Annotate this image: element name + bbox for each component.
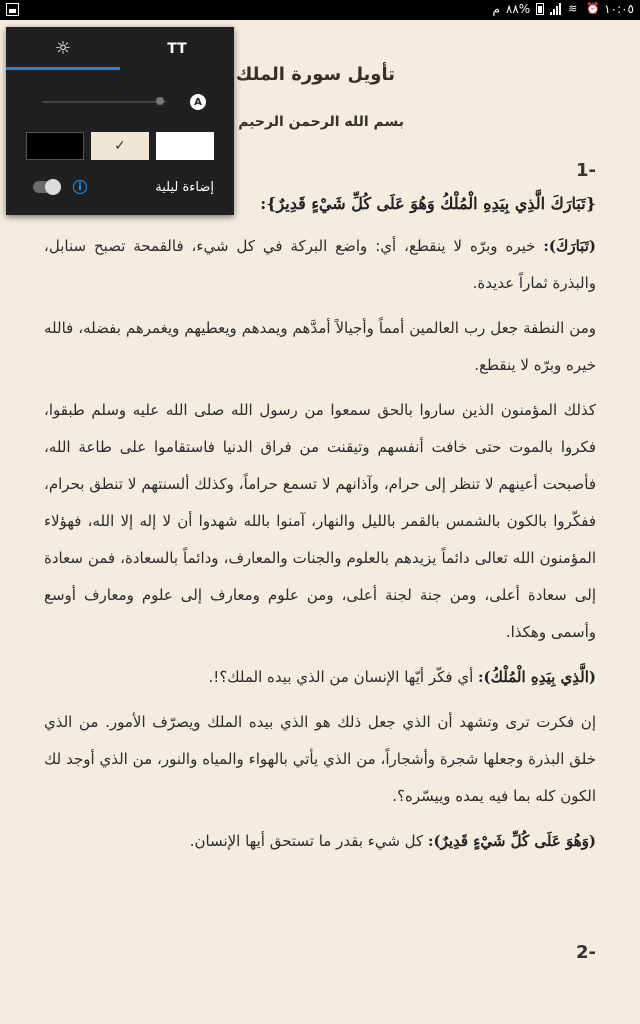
brightness-slider-row [6,87,234,117]
auto-brightness-icon[interactable]: A [190,94,206,110]
paragraph-text: كذلك المؤمنون الذين ساروا بالحق سمعوا من رسول الله صلى الله عليه وسلم طبقوا، فكروا بالموت حتى خافت أنفسهم وتيقنت من فراق الدنيا فاستقاموا على طاعة الله، فأصبحت أعينهم لا تنظر إلى حرام، وآذانهم لا تسمع حراماً، وكذلك ألسنتهم لا تنطق بحرام، ففكّروا بالكون بالشمس بالقمر بالليل والنهار، آمنوا بالله شهدوا أن لا إله إلا الله، فهؤلاء المؤمنون الله تعالى دائماً يزيدهم بالعلوم والجنات والمعارف، ودائماً بالسعادة، فمن سعادة إلى سعادة أعلى، ومن جنة لجنة أعلى، ومن علوم ومعارف إلى علوم ومعارف أوسع وأسمى وهكذا. [44,401,596,641]
alarm-icon: ⏰ [586,2,600,15]
theme-swatches [26,132,216,162]
clock: ١٠:٠٥ [604,2,634,16]
wifi-icon: ≋ [568,2,578,15]
signal-icon [550,3,562,15]
display-settings-panel [6,27,234,215]
paragraph-text: إن فكرت ترى وتشهد أن الذي جعل ذلك هو الذي بيده الملك ويصرّف الأمور. من الذي خلق البذرة وجعلها شجرة وأشجاراً، من الذي يأتي بالهواء والمياه والنور، من الذي أوجد لك الكون كله بما فيه يمده وييسّره؟. [44,713,596,805]
brightness-slider[interactable] [42,101,166,103]
paragraph [44,392,596,651]
battery-icon [536,3,544,15]
verse-heading: {تَبَارَكَ الَّذِي بِيَدِهِ الْمُلْكُ وَهُوَ عَلَى كُلِّ شَيْءٍ قَدِيرٌ}: [260,194,596,213]
gear-icon: ☼ [54,38,72,59]
tab-font-size[interactable] [120,27,234,70]
paragraph [44,823,596,860]
paragraph [44,704,596,815]
basmala: بسم الله الرحمن الرحيم [238,114,404,130]
section-number-2: 2- [576,942,596,963]
paragraph-text: كل شيء بقدر ما تستحق أيها الإنسان. [189,832,428,850]
paragraph [44,659,596,696]
night-light-toggle[interactable] [33,181,59,193]
book-title: تأويل سورة الملك [235,64,395,85]
period-label: م [492,2,500,16]
status-icons [492,2,634,16]
theme-black-button[interactable] [26,132,84,160]
gallery-icon [6,3,19,16]
content-body [44,185,596,868]
paragraph [44,310,596,384]
night-light-label: إضاءة ليلية [155,180,214,195]
status-bar [0,0,640,20]
check-icon: ✓ [114,138,126,154]
settings-tabs [6,27,234,70]
paragraph-text: أي فكّر أيّها الإنسان من الذي بيده الملك؟!. [208,668,479,686]
theme-white-button[interactable] [156,132,214,160]
paragraph-text: ومن النطفة جعل رب العالمين أمماً وأجيالاً أمدَّهم ويمدهم ويعطيهم ويغمرهم بفضله، فالله خيره وبرّه لا ينقطع. [44,319,596,374]
verse-quote: (وَهُوَ عَلَى كُلِّ شَيْءٍ قَدِيرٌ): [427,832,596,850]
section-number-1: 1- [576,160,596,181]
font-size-icon: TT [167,40,187,57]
toggle-knob [45,179,61,195]
paragraph [44,228,596,302]
tab-brightness[interactable] [6,27,120,70]
info-icon[interactable]: i [73,180,87,194]
theme-sepia-button[interactable] [91,132,149,160]
brightness-slider-handle[interactable] [156,97,164,105]
night-light-row [6,177,234,201]
paragraph-text: خيره وبرّه لا ينقطع، أي: واضع البركة في كل شيء، فالقمحة تصبح سنابل، والبذرة ثماراً عديدة. [44,237,596,292]
battery-percent: ٨٨% [505,2,531,16]
verse-quote: (الَّذِي بِيَدِهِ الْمُلْكُ): [478,668,596,686]
verse-quote: (تَبَارَكَ): [543,237,596,255]
